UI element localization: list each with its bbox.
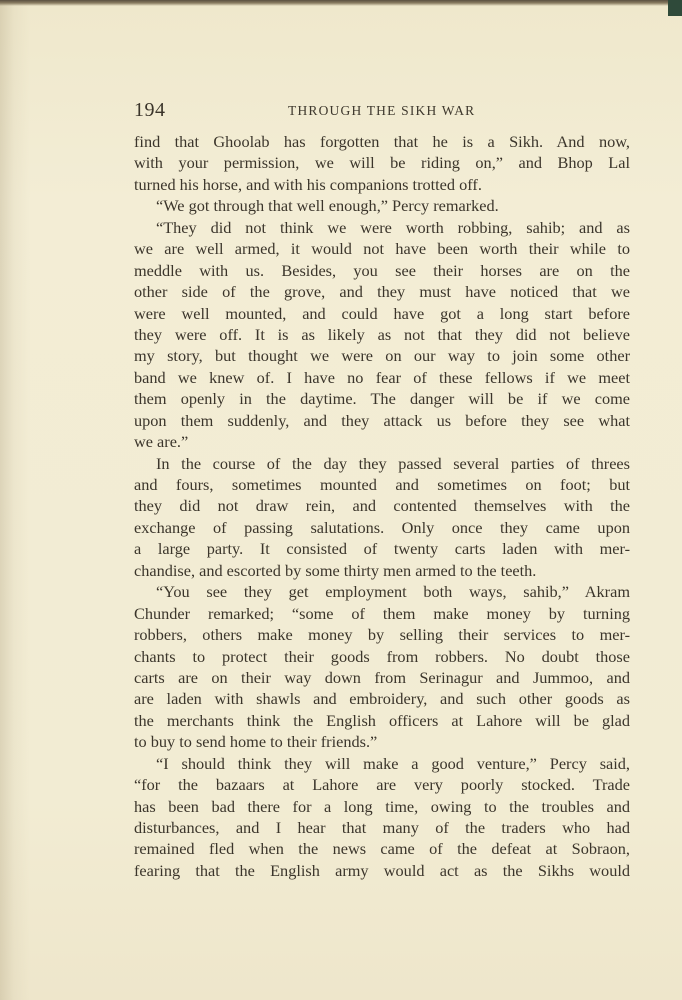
text-line: a large party. It consisted of twenty carts laden with mer- (134, 539, 630, 559)
text-line: “for the bazaars at Lahore are very poorly stocked. Trade (134, 775, 630, 795)
text-line: find that Ghoolab has forgotten that he is a Sikh. And now, (134, 132, 630, 151)
text-line: has been bad there for a long time, owing to the troubles and (134, 796, 630, 816)
text-line: fearing that the English army would act as the Sikhs would (134, 860, 630, 880)
text-line: with your permission, we will be riding on,” and Bhop Lal (134, 153, 630, 173)
text-line: meddle with us. Besides, you see their horses are on the (134, 260, 630, 280)
text-line: remained fled when the news came of the defeat at Sobraon, (134, 839, 630, 859)
text-line: “They did not think we were worth robbing, sahib; and as (156, 217, 630, 237)
text-line: other side of the grove, and they must have noticed that we (134, 282, 630, 302)
text-line: them openly in the daytime. The danger will be if we come (134, 389, 630, 409)
text-line: “I should think they will make a good venture,” Percy said, (156, 753, 630, 773)
text-line: chandise, and escorted by some thirty men armed to the teeth. (134, 560, 537, 580)
text-line: and fours, sometimes mounted and sometimes on foot; but (134, 475, 630, 494)
text-line: “You see they get employment both ways, sahib,” Akram (156, 582, 630, 602)
page-header (134, 99, 630, 123)
text-line: exchange of passing salutations. Only once they came upon (134, 517, 630, 537)
text-line: my story, but thought we were on our way to join some other (134, 346, 630, 366)
text-line: turned his horse, and with his companions trotted off. (134, 174, 482, 194)
text-line: chants to protect their goods from robbers. No doubt those (134, 646, 630, 666)
text-line: they were off. It is as likely as not that they did not believe (134, 324, 630, 344)
corner-tab (668, 0, 682, 16)
page-number: 194 (134, 99, 166, 121)
text-line: they did not draw rein, and contented themselves with the (134, 496, 630, 516)
text-line: upon them suddenly, and they attack us before they see what (134, 410, 630, 430)
text-line: are laden with shawls and embroidery, and such other goods as (134, 689, 630, 709)
text-line: we are well armed, it would not have been worth their while to (134, 239, 630, 259)
text-line: disturbances, and I hear that many of the traders who had (134, 818, 630, 837)
text-line: band we knew of. I have no fear of these fellows if we meet (134, 367, 630, 387)
text-line: “We got through that well enough,” Percy remarked. (156, 196, 499, 216)
text-line: were well mounted, and could have got a long start before (134, 303, 630, 323)
text-line: In the course of the day they passed several parties of threes (156, 453, 630, 473)
text-line: Chunder remarked; “some of them make money by turning (134, 603, 630, 623)
page-top-edge (0, 0, 682, 6)
running-head: THROUGH THE SIKH WAR (288, 103, 476, 118)
text-line: carts are on their way down from Serinagur and Jummoo, and (134, 667, 630, 687)
text-line: the merchants think the English officers at Lahore will be glad (134, 710, 630, 730)
text-line: we are.” (134, 432, 189, 452)
text-line: to buy to send home to their friends.” (134, 732, 378, 752)
text-line: robbers, others make money by selling their services to mer- (134, 625, 630, 645)
body-text (134, 131, 630, 881)
